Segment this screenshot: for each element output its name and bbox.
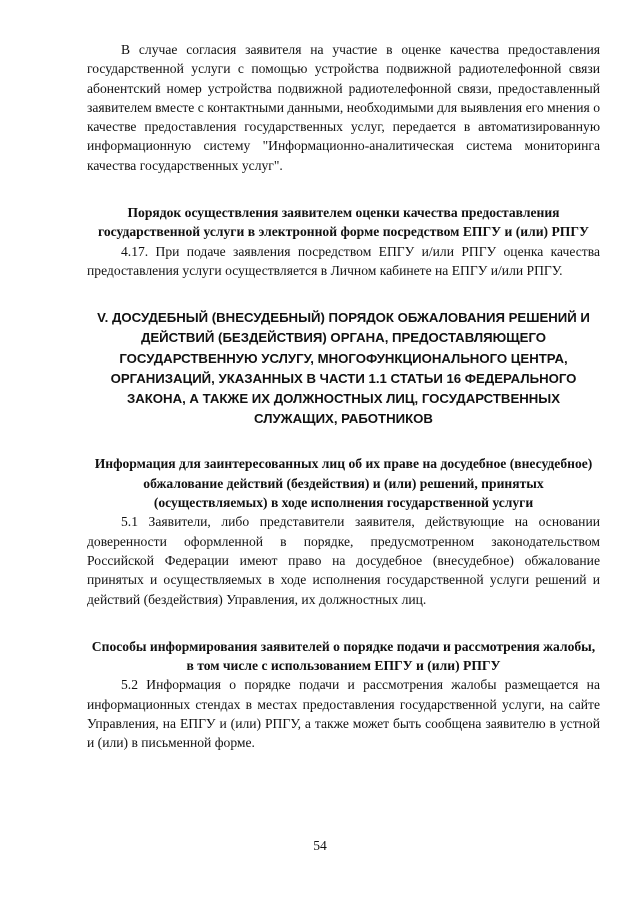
page-number: 54 <box>313 838 327 853</box>
heading-complaint-methods: Способы информирования заявителей о порядке подачи и рассмотрения жалобы, в том числе с использованием ЕПГУ и (или) РПГУ <box>91 638 596 674</box>
spacer <box>87 175 600 203</box>
paragraph-5-2: 5.2 Информация о порядке подачи и рассмотрения жалобы размещается на информационных стендах в местах предоставления государственной услуги, на сайте Управления, на ЕПГУ и (или) РПГУ, а также может быть сообщена заявителю в устной и (или) в письменной форме. <box>87 677 600 751</box>
heading-info-rights: Информация для заинтересованных лиц об их праве на досудебное (внесудебное) обжалование действий (бездействия) и (или) решений, принятых (осуществляемых) в ходе исполнения государственной услуги <box>94 456 593 511</box>
spacer <box>87 609 600 637</box>
heading-epgu-assessment: Порядок осуществления заявителем оценки качества предоставления государственной услуги в электронной форме посредством ЕПГУ и (или) РПГУ <box>98 205 589 240</box>
section-v-title: V. ДОСУДЕБНЫЙ (ВНЕСУДЕБНЫЙ) ПОРЯДОК ОБЖАЛОВАНИЯ РЕШЕНИЙ И ДЕЙСТВИЙ (БЕЗДЕЙСТВИЯ) ОРГАНА, ПРЕДОСТАВЛЯЮЩЕГО ГОСУДАРСТВЕННУЮ УСЛУГУ, МНОГОФУНКЦИОНАЛЬНОГО ЦЕНТРА, ОРГАНИЗАЦИЙ, УКАЗАННЫХ В ЧАСТИ 1.1 СТАТЬИ 16 ФЕДЕРАЛЬНОГО ЗАКОНА, А ТАКЖЕ ИХ ДОЛЖНОСТНЫХ ЛИЦ, ГОСУДАРСТВЕННЫХ СЛУЖАЩИХ, РАБОТНИКОВ <box>97 310 590 427</box>
paragraph-4-17: 4.17. При подаче заявления посредством ЕПГУ и/или РПГУ оценка качества предоставления услуги осуществляется в Личном кабинете на ЕПГУ и/или РПГУ. <box>87 243 600 278</box>
paragraph-intro: В случае согласия заявителя на участие в оценке качества предоставления государственной услуги с помощью устройства подвижной радиотелефонной связи абонентский номер устройства подвижной радиотелефонной связи, предоставленный заявителем вместе с контактными данными, необходимыми для выявления его мнения о качестве предоставления государственных услуг, передается в автоматизированную информационную систему "Информационно-аналитическая система мониторинга качества государственных услуг". <box>87 42 600 173</box>
spacer <box>87 280 600 308</box>
paragraph-5-1: 5.1 Заявители, либо представители заявителя, действующие на основании доверенности оформленной в порядке, предусмотренном законодательством Российской Федерации имеют право на досудебное (внесудебное) обжалование принятых и осуществляемых в ходе исполнения государственной услуги решений и действий (бездействия) Управления, их должностных лиц. <box>87 514 600 607</box>
spacer <box>87 429 600 454</box>
